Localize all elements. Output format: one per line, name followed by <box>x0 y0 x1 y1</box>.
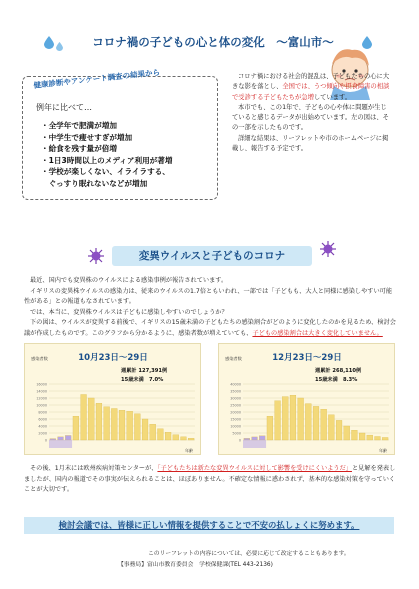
y-axis-label: 感染者数 <box>31 356 48 361</box>
chart-bar <box>321 409 327 440</box>
chart-bar <box>150 424 156 440</box>
chart-bar <box>313 406 319 440</box>
y-axis-label: 感染者数 <box>225 356 242 361</box>
chart-bar <box>173 435 179 440</box>
list-item: ・1日3時間以上のメディア利用が著増 <box>41 155 173 165</box>
chart-bar <box>298 398 304 440</box>
under15-band <box>243 440 266 448</box>
list-item: ・全学年で肥満が増加 <box>41 121 117 130</box>
survey-findings-list <box>41 120 172 189</box>
chart-bar <box>352 430 358 440</box>
chart-october-svg <box>25 344 202 456</box>
variant-text-p1: 最近、国内でも変異株のウイルスによる感染事例が報告されています。 <box>30 277 228 284</box>
chart-bar <box>382 437 388 440</box>
variant-text-p4: 下の図は、ウイルスが変異する前後で、イギリスの15歳未満の子どもたちの感染割合がどのように変化したのかを見るため、検討会議が作成したものです。このグラフから分かるように、感染者数が増えていても、 <box>24 319 396 337</box>
variant-text-emphasis: 子どもの感染割合は大きく変化していません。 <box>252 329 383 337</box>
chart-title: 10月23日～29日 <box>78 353 148 363</box>
variant-paragraphs <box>24 276 396 339</box>
y-tick-label: 20000 <box>230 410 241 415</box>
survey-heading: 健康診断やアンケート調査の結果から <box>33 67 161 90</box>
y-tick-label: 10000 <box>230 424 241 429</box>
chart-total-label: 週累計 127,391例 <box>121 368 168 374</box>
y-tick-label: 6000 <box>38 417 47 422</box>
intro-text-emphasis: 全国では、うつ傾向や摂食障害の相談で受診する子どもたちが急増 <box>232 83 390 101</box>
chart-bar <box>104 407 110 440</box>
y-tick-label: 25000 <box>230 403 241 408</box>
chart-bar <box>344 426 350 440</box>
survey-intro: 例年に比べて… <box>36 103 92 112</box>
chart-title: 12月23日～29日 <box>272 353 342 363</box>
x-axis-label: 年齢 <box>185 448 193 453</box>
y-tick-label: 35000 <box>230 389 241 394</box>
virus-icon <box>320 241 336 257</box>
y-tick-label: 4000 <box>38 424 47 429</box>
page-title: コロナ禍の子どもの心と体の変化 ～富山市～ <box>92 35 334 49</box>
chart-bar <box>111 409 117 441</box>
chart-bar <box>119 410 125 440</box>
list-item: ・学校が楽しくない、イライラする、 <box>41 167 170 176</box>
closing-paragraph <box>24 464 396 496</box>
variant-text-p2: イギリスの変異株ウイルスの感染力は、従来のウイルスの1.7倍ともいわれ、一部では「子どもも、大人と同様に感染しやすい可能性がある」との報道もなされています。 <box>24 287 393 305</box>
chart-bar <box>367 435 373 440</box>
chart-bar <box>81 395 87 441</box>
chart-bar <box>188 438 194 440</box>
bottom-message-text: 検討会議では、皆様に正しい情報を提供することで不安の払しょくに努めます。 <box>58 520 360 530</box>
closing-text-lead: その後、1月末には欧州疾病対策センターが、 <box>30 465 158 472</box>
chart-bar <box>65 435 71 440</box>
y-tick-label: 5000 <box>232 431 241 436</box>
chart-bar <box>88 398 94 440</box>
chart-bar <box>58 437 64 440</box>
y-tick-label: 12000 <box>36 396 47 401</box>
chart-under15-label: 15歳未満 8.3% <box>315 377 358 383</box>
revision-note: このリーフレットの内容については、必要に応じて改定することもあります。 <box>148 551 350 557</box>
y-tick-label: 30000 <box>230 396 241 401</box>
chart-bar <box>127 411 133 440</box>
chart-bar <box>73 416 79 440</box>
variant-text-p3: では、本当に、変異株ウイルスは子どもに感染しやすいのでしょうか？ <box>30 308 228 316</box>
intro-text-p2: 本市でも、この1年で、子どもの心や体に問題が生じていると感じるデータが出始めています。左の図は、その一部を示したものです。 <box>232 103 389 132</box>
chart-total-label: 週累計 268,110例 <box>315 368 362 374</box>
under15-band <box>49 440 72 448</box>
chart-bar <box>142 419 148 440</box>
chart-bar <box>359 433 365 440</box>
chart-october <box>24 343 201 455</box>
list-item: ・中学生で痩せすぎが増加 <box>41 132 133 142</box>
contact-info: 【事務局】富山市教育委員会 学校保健課(TEL 443-2136) <box>118 562 273 568</box>
chart-bar <box>134 414 140 440</box>
list-item: ・給食を残す量が倍増 <box>41 144 117 153</box>
chart-bar <box>282 397 288 440</box>
intro-paragraphs <box>232 72 392 154</box>
y-tick-label: 40000 <box>230 382 241 387</box>
y-tick-label: 10000 <box>36 403 47 408</box>
y-tick-label: 0 <box>238 438 241 443</box>
water-drop-icon <box>44 36 54 49</box>
y-tick-label: 16000 <box>36 382 47 387</box>
y-tick-label: 2000 <box>38 431 47 436</box>
chart-december <box>218 343 395 455</box>
intro-text-lead: コロナ禍における社会的混乱は、子どもたちの心に大きな影を落とし、 <box>232 73 390 91</box>
chart-bar <box>290 395 296 440</box>
chart-bar <box>267 416 273 440</box>
y-tick-label: 15000 <box>230 417 241 422</box>
section-title-banner: 変異ウイルスと子どものコロナ <box>112 246 312 266</box>
chart-bar <box>336 420 342 440</box>
y-tick-label: 14000 <box>36 389 47 394</box>
chart-bar <box>252 437 258 440</box>
chart-bar <box>181 437 187 440</box>
chart-bar <box>165 432 171 440</box>
chart-bar <box>275 401 281 440</box>
chart-bar <box>375 437 381 441</box>
closing-text-tail: と見解を発表しましたが、国内の報道でその事実が伝えられることは、ほぼありません。不確定な情報に惑わされず、基本的な感染対策を守っていくことが大切です。 <box>24 465 396 493</box>
chart-bar <box>305 404 311 440</box>
chart-bar <box>96 403 102 440</box>
list-item: ぐっすり眠れないなどが増加 <box>41 178 148 188</box>
y-tick-label: 0 <box>44 438 47 443</box>
chart-bar <box>244 438 250 440</box>
virus-icon <box>88 248 104 264</box>
chart-bar <box>328 415 334 440</box>
chart-bar <box>259 436 265 440</box>
chart-bar <box>158 429 164 440</box>
chart-december-svg <box>219 344 396 456</box>
x-axis-label: 年齢 <box>379 448 387 453</box>
y-tick-label: 8000 <box>38 410 47 415</box>
chart-under15-label: 15歳未満 7.0% <box>121 377 164 383</box>
bottom-message-banner <box>24 517 394 534</box>
water-drop-icon <box>56 42 63 51</box>
intro-text-tail: しています。 <box>313 93 352 101</box>
closing-text-emphasis: 「子どもたちは新たな変異ウイルスに対して影響を受けにくいようだ」 <box>157 465 352 472</box>
intro-text-p3: 詳細な結果は、リーフレットや市のホームページに掲載し、報告する予定です。 <box>232 134 389 153</box>
chart-bar <box>50 439 56 440</box>
